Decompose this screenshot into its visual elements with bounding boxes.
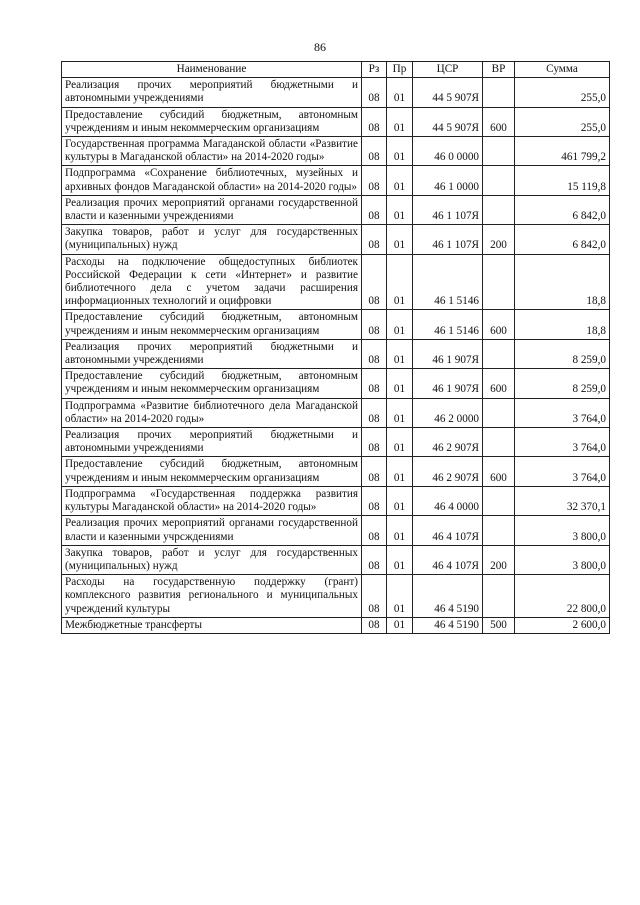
cell-sum: 32 370,1 <box>515 486 610 515</box>
cell-name: Реализация прочих мероприятий бюджетными и автономными учреждениями <box>62 78 362 107</box>
budget-table <box>61 61 610 634</box>
cell-vr <box>483 195 515 224</box>
table-row <box>62 339 610 368</box>
cell-sum: 255,0 <box>515 78 610 107</box>
cell-sum: 18,8 <box>515 254 610 310</box>
cell-sum: 3 764,0 <box>515 398 610 427</box>
table-row <box>62 254 610 310</box>
cell-sum: 6 842,0 <box>515 225 610 254</box>
cell-name: Предоставление субсидий бюджетным, автономным учреждениям и иным некоммерческим организациям <box>62 369 362 398</box>
table-body <box>62 78 610 634</box>
table-row <box>62 428 610 457</box>
cell-sum: 6 842,0 <box>515 195 610 224</box>
cell-csr: 46 0 0000 <box>413 137 483 166</box>
cell-sum: 461 799,2 <box>515 137 610 166</box>
cell-vr: 600 <box>483 310 515 339</box>
cell-rz: 08 <box>362 339 387 368</box>
cell-sum: 3 800,0 <box>515 516 610 545</box>
cell-pr: 01 <box>387 575 413 618</box>
table-row <box>62 575 610 618</box>
cell-csr: 46 1 5146 <box>413 310 483 339</box>
table-row <box>62 225 610 254</box>
cell-pr: 01 <box>387 339 413 368</box>
cell-vr <box>483 166 515 195</box>
cell-csr: 44 5 907Я <box>413 78 483 107</box>
cell-sum: 255,0 <box>515 107 610 136</box>
cell-pr: 01 <box>387 486 413 515</box>
cell-rz: 08 <box>362 617 387 633</box>
cell-csr: 46 2 907Я <box>413 457 483 486</box>
table-row <box>62 137 610 166</box>
cell-pr: 01 <box>387 617 413 633</box>
cell-pr: 01 <box>387 369 413 398</box>
cell-csr: 46 1 907Я <box>413 369 483 398</box>
cell-vr <box>483 78 515 107</box>
cell-rz: 08 <box>362 310 387 339</box>
cell-vr <box>483 428 515 457</box>
cell-pr: 01 <box>387 225 413 254</box>
cell-sum: 8 259,0 <box>515 369 610 398</box>
cell-csr: 46 1 5146 <box>413 254 483 310</box>
cell-name: Расходы на государственную поддержку (грант) комплексного развития регионального и муниципальных учреждений культуры <box>62 575 362 618</box>
cell-name: Предоставление субсидий бюджетным, автономным учреждениям и иным некоммерческим организациям <box>62 310 362 339</box>
column-header-csr: ЦСР <box>413 62 483 78</box>
cell-rz: 08 <box>362 254 387 310</box>
cell-rz: 08 <box>362 516 387 545</box>
table-row <box>62 457 610 486</box>
page-number: 86 <box>314 40 326 54</box>
cell-sum: 8 259,0 <box>515 339 610 368</box>
cell-rz: 08 <box>362 107 387 136</box>
cell-csr: 46 1 107Я <box>413 195 483 224</box>
cell-name: Подпрограмма «Сохранение библиотечных, музейных и архивных фондов Магаданской области» на 2014-2020 годы» <box>62 166 362 195</box>
cell-csr: 46 4 107Я <box>413 516 483 545</box>
table-row <box>62 310 610 339</box>
cell-name: Реализация прочих мероприятий бюджетными и автономными учреждениями <box>62 428 362 457</box>
cell-csr: 46 4 5190 <box>413 575 483 618</box>
cell-vr <box>483 486 515 515</box>
cell-rz: 08 <box>362 457 387 486</box>
table-row <box>62 545 610 574</box>
cell-name: Закупка товаров, работ и услуг для государственных (муниципальных) нужд <box>62 545 362 574</box>
column-header-rz: Рз <box>362 62 387 78</box>
column-header-vr: ВР <box>483 62 515 78</box>
cell-rz: 08 <box>362 575 387 618</box>
table-header-row <box>62 62 610 78</box>
cell-sum: 3 800,0 <box>515 545 610 574</box>
cell-pr: 01 <box>387 78 413 107</box>
column-header-name: Наименование <box>62 62 362 78</box>
cell-csr: 46 4 5190 <box>413 617 483 633</box>
cell-pr: 01 <box>387 310 413 339</box>
cell-vr <box>483 516 515 545</box>
cell-rz: 08 <box>362 195 387 224</box>
cell-pr: 01 <box>387 428 413 457</box>
cell-vr: 200 <box>483 545 515 574</box>
cell-pr: 01 <box>387 195 413 224</box>
cell-csr: 46 4 107Я <box>413 545 483 574</box>
cell-name: Расходы на подключение общедоступных библиотек Российской Федерации к сети «Интернет» и развитие библиотечного дела с учетом задачи расширения информационных технологий и оцифровки <box>62 254 362 310</box>
table-row <box>62 107 610 136</box>
cell-sum: 3 764,0 <box>515 457 610 486</box>
cell-csr: 44 5 907Я <box>413 107 483 136</box>
cell-pr: 01 <box>387 254 413 310</box>
cell-sum: 18,8 <box>515 310 610 339</box>
cell-sum: 22 800,0 <box>515 575 610 618</box>
table-row <box>62 398 610 427</box>
cell-vr: 600 <box>483 107 515 136</box>
cell-sum: 15 119,8 <box>515 166 610 195</box>
cell-rz: 08 <box>362 78 387 107</box>
cell-vr <box>483 137 515 166</box>
table-row <box>62 617 610 633</box>
cell-csr: 46 2 0000 <box>413 398 483 427</box>
cell-sum: 3 764,0 <box>515 428 610 457</box>
cell-pr: 01 <box>387 545 413 574</box>
cell-name: Предоставление субсидий бюджетным, автономным учреждениям и иным некоммерческим организациям <box>62 107 362 136</box>
cell-vr: 600 <box>483 369 515 398</box>
cell-vr: 200 <box>483 225 515 254</box>
table-row <box>62 195 610 224</box>
cell-vr <box>483 398 515 427</box>
column-header-pr: Пр <box>387 62 413 78</box>
cell-csr: 46 1 0000 <box>413 166 483 195</box>
cell-pr: 01 <box>387 398 413 427</box>
cell-name: Реализация прочих мероприятий бюджетными и автономными учреждениями <box>62 339 362 368</box>
cell-pr: 01 <box>387 166 413 195</box>
table-row <box>62 78 610 107</box>
cell-csr: 46 1 907Я <box>413 339 483 368</box>
cell-vr <box>483 339 515 368</box>
cell-name: Государственная программа Магаданской области «Развитие культуры в Магаданской области» на 2014-2020 годы» <box>62 137 362 166</box>
cell-vr <box>483 254 515 310</box>
cell-pr: 01 <box>387 137 413 166</box>
cell-rz: 08 <box>362 166 387 195</box>
cell-sum: 2 600,0 <box>515 617 610 633</box>
cell-name: Закупка товаров, работ и услуг для государственных (муниципальных) нужд <box>62 225 362 254</box>
cell-vr: 600 <box>483 457 515 486</box>
cell-rz: 08 <box>362 398 387 427</box>
cell-rz: 08 <box>362 486 387 515</box>
cell-name: Реализация прочих мероприятий органами государственной власти и казенными учреждениями <box>62 195 362 224</box>
cell-csr: 46 4 0000 <box>413 486 483 515</box>
cell-csr: 46 2 907Я <box>413 428 483 457</box>
table-row <box>62 486 610 515</box>
cell-name: Подпрограмма «Развитие библиотечного дела Магаданской области» на 2014-2020 годы» <box>62 398 362 427</box>
table-row <box>62 516 610 545</box>
cell-rz: 08 <box>362 545 387 574</box>
cell-rz: 08 <box>362 225 387 254</box>
cell-vr <box>483 575 515 618</box>
table-row <box>62 166 610 195</box>
cell-name: Подпрограмма «Государственная поддержка развития культуры Магаданской области» на 2014-2020 годы» <box>62 486 362 515</box>
cell-rz: 08 <box>362 428 387 457</box>
cell-rz: 08 <box>362 369 387 398</box>
cell-pr: 01 <box>387 516 413 545</box>
cell-pr: 01 <box>387 107 413 136</box>
cell-name: Межбюджетные трансферты <box>62 617 362 633</box>
cell-rz: 08 <box>362 137 387 166</box>
cell-pr: 01 <box>387 457 413 486</box>
table-row <box>62 369 610 398</box>
cell-vr: 500 <box>483 617 515 633</box>
cell-name: Предоставление субсидий бюджетным, автономным учреждениям и иным некоммерческим организациям <box>62 457 362 486</box>
cell-name: Реализация прочих мероприятий органами государственной власти и казенными учрсждениями <box>62 516 362 545</box>
column-header-sum: Сумма <box>515 62 610 78</box>
cell-csr: 46 1 107Я <box>413 225 483 254</box>
